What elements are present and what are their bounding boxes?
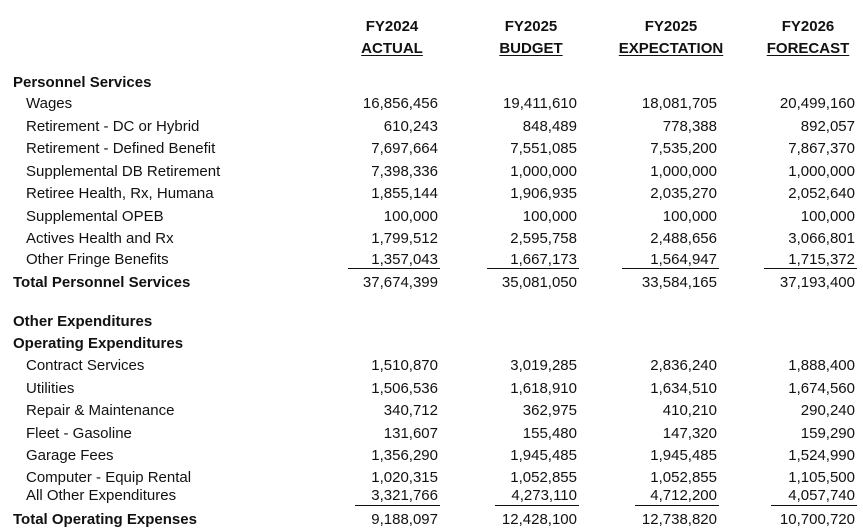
cell-fy2024-actual: 100,000 bbox=[383, 207, 438, 225]
cell-fy2024-actual: 1,356,290 bbox=[371, 447, 438, 464]
row-label: Retiree Health, Rx, Humana bbox=[26, 185, 214, 202]
cell-fy2025-budget: 35,081,050 bbox=[501, 274, 577, 291]
cell-fy2024-actual: 7,697,664 bbox=[371, 140, 438, 157]
cell-fy2024-actual: 1,357,043 bbox=[371, 251, 438, 268]
row-label: All Other Expenditures bbox=[26, 487, 177, 504]
cell-fy2024-actual: 7,398,336 bbox=[371, 162, 438, 180]
cell-fy2025-budget: 1,052,855 bbox=[510, 469, 577, 486]
table-row bbox=[0, 206, 863, 228]
row-label: Retirement - Defined Benefit bbox=[26, 140, 216, 157]
cell-fy2026-forecast: 1,888,400 bbox=[788, 357, 855, 374]
cell-fy2024-actual: 1,799,512 bbox=[371, 230, 438, 247]
col-header-type: BUDGET bbox=[499, 40, 563, 57]
cell-fy2025-budget: 848,489 bbox=[522, 117, 577, 135]
table-row bbox=[0, 485, 863, 507]
cell-fy2026-forecast: 10,700,720 bbox=[779, 511, 855, 528]
cell-fy2026-forecast: 100,000 bbox=[800, 207, 855, 225]
cell-fy2025-expectation: 1,564,947 bbox=[650, 251, 717, 268]
section-heading-label: Personnel Services bbox=[13, 74, 152, 91]
table-row bbox=[0, 183, 863, 205]
cell-fy2024-actual: 1,855,144 bbox=[371, 185, 438, 202]
cell-fy2025-expectation: 100,000 bbox=[662, 207, 717, 225]
table-row bbox=[0, 378, 863, 400]
cell-fy2026-forecast: 1,715,372 bbox=[788, 251, 855, 268]
total-row-operating bbox=[0, 509, 863, 531]
subtotal-underline bbox=[355, 505, 440, 506]
cell-fy2026-forecast: 4,057,740 bbox=[788, 487, 855, 504]
cell-fy2026-forecast: 37,193,400 bbox=[779, 274, 855, 291]
section-heading-other bbox=[0, 311, 863, 333]
row-label: Supplemental DB Retirement bbox=[26, 162, 221, 180]
cell-fy2026-forecast: 1,524,990 bbox=[788, 447, 855, 464]
table-row bbox=[0, 355, 863, 377]
cell-fy2025-expectation: 4,712,200 bbox=[650, 487, 717, 504]
row-label: Retirement - DC or Hybrid bbox=[26, 117, 200, 135]
table-row bbox=[0, 161, 863, 183]
cell-fy2025-budget: 1,667,173 bbox=[510, 251, 577, 268]
row-label: Actives Health and Rx bbox=[26, 230, 174, 247]
cell-fy2024-actual: 1,510,870 bbox=[371, 357, 438, 374]
col-header-year: FY2025 bbox=[504, 18, 558, 35]
row-label: Repair & Maintenance bbox=[26, 402, 175, 419]
row-label: Other Fringe Benefits bbox=[26, 251, 169, 268]
cell-fy2024-actual: 9,188,097 bbox=[371, 511, 438, 528]
cell-fy2026-forecast: 1,105,500 bbox=[788, 469, 855, 486]
total-label: Total Personnel Services bbox=[13, 274, 191, 291]
cell-fy2025-budget: 155,480 bbox=[522, 424, 577, 442]
cell-fy2025-budget: 3,019,285 bbox=[510, 357, 577, 374]
section-subheading-operating bbox=[0, 333, 863, 355]
cell-fy2025-budget: 362,975 bbox=[522, 402, 577, 419]
cell-fy2025-budget: 2,595,758 bbox=[510, 230, 577, 247]
row-label: Wages bbox=[26, 95, 73, 112]
section-heading-personnel bbox=[0, 72, 863, 94]
section-heading-label: Other Expenditures bbox=[13, 313, 153, 330]
cell-fy2025-expectation: 2,035,270 bbox=[650, 185, 717, 202]
table-row bbox=[0, 93, 863, 115]
cell-fy2025-budget: 7,551,085 bbox=[510, 140, 577, 157]
cell-fy2025-expectation: 1,052,855 bbox=[650, 469, 717, 486]
table-row bbox=[0, 423, 863, 445]
cell-fy2025-budget: 12,428,100 bbox=[501, 511, 577, 528]
cell-fy2026-forecast: 159,290 bbox=[800, 424, 855, 442]
subtotal-underline bbox=[495, 505, 579, 506]
cell-fy2024-actual: 340,712 bbox=[383, 402, 438, 419]
cell-fy2025-expectation: 1,000,000 bbox=[650, 162, 717, 180]
cell-fy2024-actual: 3,321,766 bbox=[371, 487, 438, 504]
table-row bbox=[0, 400, 863, 422]
cell-fy2026-forecast: 1,000,000 bbox=[788, 162, 855, 180]
table-row bbox=[0, 138, 863, 160]
cell-fy2025-budget: 19,411,610 bbox=[503, 95, 577, 112]
row-label: Fleet - Gasoline bbox=[26, 424, 132, 442]
subtotal-underline bbox=[764, 268, 857, 269]
cell-fy2025-expectation: 778,388 bbox=[662, 117, 717, 135]
subtotal-underline bbox=[622, 268, 719, 269]
cell-fy2025-budget: 1,906,935 bbox=[510, 185, 577, 202]
subtotal-underline bbox=[348, 268, 440, 269]
cell-fy2024-actual: 610,243 bbox=[383, 117, 438, 135]
row-label: Supplemental OPEB bbox=[26, 207, 164, 225]
cell-fy2026-forecast: 7,867,370 bbox=[788, 140, 855, 157]
total-row-personnel bbox=[0, 272, 863, 294]
row-label: Utilities bbox=[26, 379, 75, 397]
col-header-fy2025-budget bbox=[481, 16, 581, 60]
cell-fy2024-actual: 131,607 bbox=[383, 424, 438, 442]
cell-fy2026-forecast: 20,499,160 bbox=[779, 95, 855, 112]
table-row bbox=[0, 116, 863, 138]
subtotal-underline bbox=[771, 505, 857, 506]
table-row bbox=[0, 445, 863, 467]
col-header-year: FY2025 bbox=[644, 18, 698, 35]
subtotal-underline bbox=[487, 268, 579, 269]
cell-fy2024-actual: 1,020,315 bbox=[371, 469, 438, 486]
cell-fy2026-forecast: 892,057 bbox=[800, 117, 855, 135]
cell-fy2025-budget: 4,273,110 bbox=[511, 487, 577, 504]
col-header-type: ACTUAL bbox=[361, 40, 423, 57]
total-label: Total Operating Expenses bbox=[13, 511, 197, 528]
section-subheading-label: Operating Expenditures bbox=[13, 335, 184, 352]
table-row bbox=[0, 228, 863, 250]
col-header-type: EXPECTATION bbox=[618, 40, 724, 57]
cell-fy2025-budget: 1,945,485 bbox=[510, 447, 577, 464]
col-header-fy2024-actual bbox=[342, 16, 442, 60]
col-header-fy2026-forecast bbox=[758, 16, 858, 60]
cell-fy2024-actual: 1,506,536 bbox=[371, 379, 438, 397]
col-header-year: FY2026 bbox=[781, 18, 835, 35]
cell-fy2024-actual: 37,674,399 bbox=[362, 274, 438, 291]
cell-fy2025-expectation: 33,584,165 bbox=[641, 274, 717, 291]
cell-fy2025-expectation: 1,945,485 bbox=[650, 447, 717, 464]
cell-fy2025-expectation: 147,320 bbox=[662, 424, 717, 442]
cell-fy2025-expectation: 2,488,656 bbox=[650, 230, 717, 247]
row-label: Garage Fees bbox=[26, 447, 114, 464]
subtotal-underline bbox=[635, 505, 719, 506]
cell-fy2025-budget: 1,618,910 bbox=[510, 379, 577, 397]
col-header-type: FORECAST bbox=[766, 40, 850, 57]
cell-fy2026-forecast: 290,240 bbox=[800, 402, 855, 419]
cell-fy2026-forecast: 2,052,640 bbox=[788, 185, 855, 202]
cell-fy2025-expectation: 12,738,820 bbox=[641, 511, 717, 528]
cell-fy2025-budget: 100,000 bbox=[522, 207, 577, 225]
row-label: Contract Services bbox=[26, 357, 145, 374]
cell-fy2025-expectation: 18,081,705 bbox=[641, 95, 717, 112]
row-label: Computer - Equip Rental bbox=[26, 469, 192, 486]
cell-fy2025-budget: 1,000,000 bbox=[510, 162, 577, 180]
col-header-fy2025-expectation bbox=[606, 16, 736, 60]
cell-fy2025-expectation: 410,210 bbox=[662, 402, 717, 419]
cell-fy2024-actual: 16,856,456 bbox=[362, 95, 438, 112]
cell-fy2025-expectation: 7,535,200 bbox=[650, 140, 717, 157]
cell-fy2026-forecast: 1,674,560 bbox=[788, 379, 855, 397]
cell-fy2025-expectation: 2,836,240 bbox=[650, 357, 717, 374]
cell-fy2025-expectation: 1,634,510 bbox=[650, 379, 717, 397]
col-header-year: FY2024 bbox=[365, 18, 419, 35]
cell-fy2026-forecast: 3,066,801 bbox=[788, 230, 855, 247]
